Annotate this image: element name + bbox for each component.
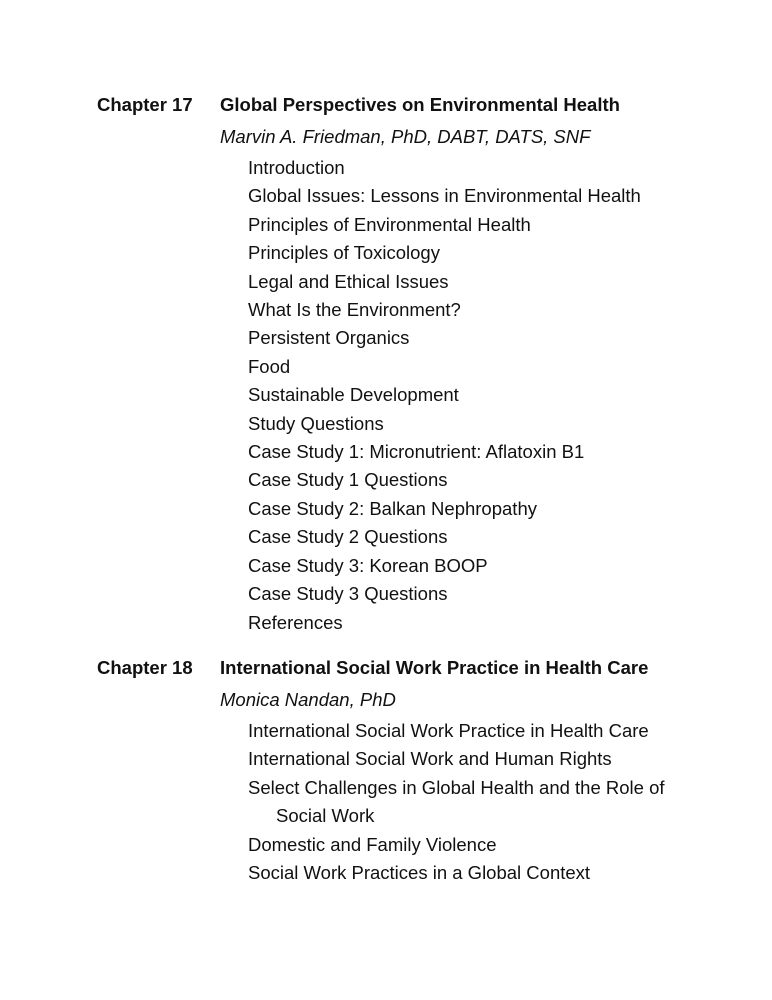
section-item: Introduction	[248, 157, 345, 178]
section-item: Case Study 1 Questions	[248, 469, 448, 491]
section-item-text: Select Challenges in Global Health and the Role of	[248, 776, 665, 798]
section-item: Case Study 2: Balkan Nephropathy	[248, 497, 537, 519]
chapter-heading	[97, 655, 737, 683]
section-item: Case Study 3 Questions	[248, 583, 448, 605]
section-item: International Social Work Practice in Health Care	[248, 720, 649, 741]
section-item-continuation: Social Work	[276, 805, 375, 827]
section-item: Global Issues: Lessons in Environmental Health	[248, 185, 641, 207]
section-list	[248, 717, 737, 887]
section-item: References	[248, 611, 343, 633]
chapter-author: Monica Nandan, PhD	[220, 689, 396, 710]
section-item: Sustainable Development	[248, 384, 459, 406]
section-item: Social Work Practices in a Global Context	[248, 862, 591, 884]
section-item: Case Study 3: Korean BOOP	[248, 554, 488, 576]
section-item: Legal and Ethical Issues	[248, 270, 449, 292]
section-item: Persistent Organics	[248, 327, 410, 349]
section-item: What Is the Environment?	[248, 299, 461, 321]
section-item: International Social Work and Human Rights	[248, 748, 612, 770]
section-item: Case Study 1: Micronutrient: Aflatoxin B1	[248, 441, 585, 463]
section-item: Study Questions	[248, 412, 384, 434]
section-item	[248, 774, 737, 831]
section-item: Principles of Environmental Health	[248, 213, 531, 235]
chapter-author: Marvin A. Friedman, PhD, DABT, DATS, SNF	[220, 126, 591, 147]
chapter-title: Global Perspectives on Environmental Health	[220, 94, 620, 115]
section-list	[248, 154, 737, 637]
chapter-number: Chapter 18	[97, 657, 193, 678]
section-item: Domestic and Family Violence	[248, 833, 497, 855]
chapter-18-entry	[97, 655, 737, 887]
section-item: Case Study 2 Questions	[248, 526, 448, 548]
chapter-number: Chapter 17	[97, 94, 193, 115]
chapter-title: International Social Work Practice in Health Care	[220, 657, 649, 678]
section-item: Principles of Toxicology	[248, 242, 440, 264]
section-item: Food	[248, 355, 291, 377]
chapter-17-entry	[97, 92, 737, 637]
chapter-heading	[97, 92, 737, 120]
